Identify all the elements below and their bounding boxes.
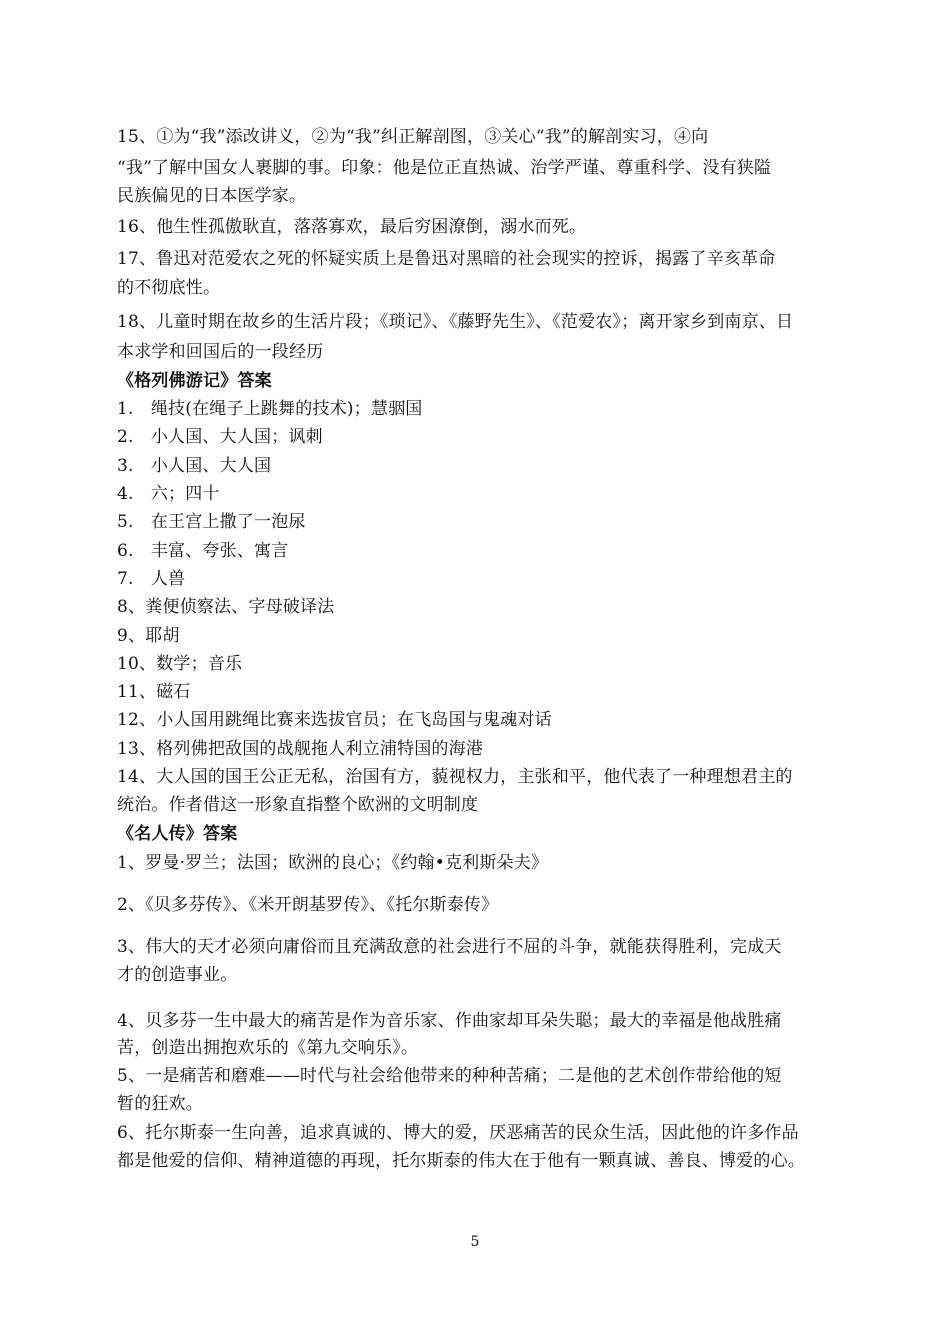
answer-line: 4. 六；四十 [117, 484, 220, 504]
answer-line: 9、耶胡 [117, 626, 180, 646]
answer-line: 民族偏见的日本医学家。 [117, 186, 307, 206]
answer-line: 18、儿童时期在故乡的生活片段；《琐记》、《藤野先生》、《范爱农》；离开家乡到南京、日 [117, 312, 794, 332]
answer-line: 2. 小人国、大人国；讽刺 [117, 427, 323, 447]
answer-line: 6、托尔斯泰一生向善，追求真诚的、博大的爱，厌恶痛苦的民众生活，因此他的许多作品 [117, 1123, 799, 1143]
answer-line: 8、粪便侦察法、字母破译法 [117, 597, 335, 617]
answer-line: 1、罗曼·罗兰；法国；欧洲的良心；《约翰•克利斯朵夫》 [117, 853, 549, 873]
answer-line: “我”了解中国女人裹脚的事。印象：他是位正直热诚、治学严谨、尊重科学、没有狭隘 [117, 158, 772, 178]
answer-line: 13、格列佛把敌国的战舰拖人利立浦特国的海港 [117, 739, 484, 759]
answer-line: 15、①为“我”添改讲义，②为“我”纠正解剖图，③关心“我”的解剖实习，④向 [117, 127, 709, 147]
answer-line: 4、贝多芬一生中最大的痛苦是作为音乐家、作曲家却耳朵失聪；最大的幸福是他战胜痛 [117, 1011, 782, 1031]
answer-line: 14、大人国的国王公正无私，治国有方，藐视权力，主张和平，他代表了一种理想君主的 [117, 767, 793, 787]
answer-line: 5、一是痛苦和磨难——时代与社会给他带来的种种苦痛；二是他的艺术创作带给他的短 [117, 1066, 782, 1086]
answer-line: 7. 人兽 [117, 569, 186, 589]
page-number: 5 [470, 1234, 480, 1250]
answer-line: 3、伟大的天才必须向庸俗而且充满敌意的社会进行不屈的斗争，就能获得胜利，完成天 [117, 937, 782, 957]
answer-line: 统治。作者借这一形象直指整个欧洲的文明制度 [117, 795, 479, 815]
answer-line: 5. 在王宫上撒了一泡尿 [117, 512, 306, 532]
answer-line: 3. 小人国、大人国 [117, 456, 272, 476]
answer-line: 暂的狂欢。 [117, 1094, 203, 1114]
answer-line: 16、他生性孤傲耿直，落落寡欢，最后穷困潦倒，溺水而死。 [117, 217, 587, 237]
answer-line: 2、《贝多芬传》、《米开朗基罗传》、《托尔斯泰传》 [117, 895, 499, 915]
gulliver-heading: 《格列佛游记》答案 [117, 371, 272, 391]
answer-line: 苦，创造出拥抱欢乐的《第九交响乐》。 [117, 1038, 419, 1058]
answer-line: 10、数学；音乐 [117, 654, 243, 674]
answer-line: 都是他爱的信仰、精神道德的再现，托尔斯泰的伟大在于他有一颗真诚、善良、博爱的心。 [117, 1151, 805, 1171]
answer-line: 6. 丰富、夸张、寓言 [117, 541, 289, 561]
famous-lives-heading: 《名人传》答案 [117, 824, 238, 844]
answer-line: 11、磁石 [117, 682, 191, 702]
answer-line: 12、小人国用跳绳比赛来选拔官员；在飞岛国与鬼魂对话 [117, 710, 552, 730]
answer-line: 才的创造事业。 [117, 965, 238, 985]
answer-line: 1. 绳技(在绳子上跳舞的技术)；慧骃国 [117, 399, 423, 419]
answer-line: 的不彻底性。 [117, 278, 221, 298]
answer-line: 本求学和回国后的一段经历 [117, 342, 324, 362]
answer-line: 17、鲁迅对范爱农之死的怀疑实质上是鲁迅对黑暗的社会现实的控诉，揭露了辛亥革命 [117, 249, 776, 269]
